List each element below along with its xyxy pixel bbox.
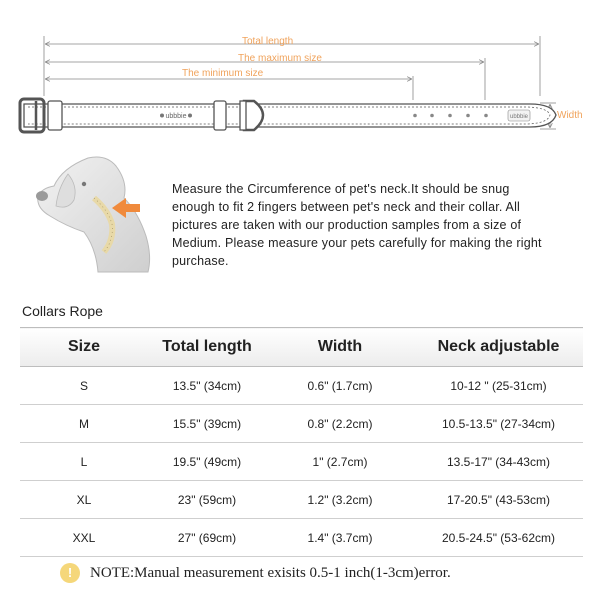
maximum-size-label: The maximum size (238, 53, 322, 64)
table-header-row (20, 328, 583, 367)
cell-width: 1" (2.7cm) (266, 443, 414, 481)
cell-neck-adjustable: 20.5-24.5" (53-62cm) (414, 519, 583, 557)
cell-size: S (20, 367, 148, 405)
cell-neck-adjustable: 10-12 " (25-31cm) (414, 367, 583, 405)
cell-total-length: 19.5" (49cm) (148, 443, 266, 481)
header-size: Size (20, 328, 148, 367)
header-total-length: Total length (148, 328, 266, 367)
dog-neck-illustration (28, 152, 158, 274)
table-row (20, 519, 583, 557)
minimum-size-label: The minimum size (182, 68, 264, 79)
header-width: Width (266, 328, 414, 367)
header-neck-adjustable: Neck adjustable (414, 328, 583, 367)
table-title: Collars Rope (22, 303, 103, 319)
brand-text: ubbbie (165, 113, 187, 120)
cell-total-length: 27" (69cm) (148, 519, 266, 557)
cell-neck-adjustable: 17-20.5" (43-53cm) (414, 481, 583, 519)
cell-neck-adjustable: 13.5-17" (34-43cm) (414, 443, 583, 481)
cell-total-length: 13.5" (34cm) (148, 367, 266, 405)
cell-total-length: 23" (59cm) (148, 481, 266, 519)
cell-width: 1.2" (3.2cm) (266, 481, 414, 519)
tag-text: ubbbie (509, 114, 529, 120)
cell-total-length: 15.5" (39cm) (148, 405, 266, 443)
collar-measurement-diagram (0, 0, 600, 150)
cell-width: 0.6" (1.7cm) (266, 367, 414, 405)
cell-width: 0.8" (2.2cm) (266, 405, 414, 443)
table-row (20, 405, 583, 443)
cell-neck-adjustable: 10.5-13.5" (27-34cm) (414, 405, 583, 443)
width-label: Width (557, 110, 583, 121)
total-length-label: Total length (242, 36, 294, 47)
measurement-note: NOTE:Manual measurement exisits 0.5-1 inch(1-3cm)error. (90, 565, 451, 581)
cell-size: M (20, 405, 148, 443)
cell-width: 1.4" (3.7cm) (266, 519, 414, 557)
table-row (20, 443, 583, 481)
size-table (20, 327, 583, 557)
cell-size: XXL (20, 519, 148, 557)
cell-size: L (20, 443, 148, 481)
collar-outline (20, 99, 556, 132)
table-row (20, 367, 583, 405)
measurement-instructions: Measure the Circumference of pet's neck.It should be snug enough to fit 2 fingers between pet's neck and their collar. All pictures are taken with our production samples from a size of Medium. Please measure your pets carefully for making the right purchase. (172, 182, 542, 268)
table-row (20, 481, 583, 519)
cell-size: XL (20, 481, 148, 519)
exclamation-icon: ! (60, 563, 80, 583)
